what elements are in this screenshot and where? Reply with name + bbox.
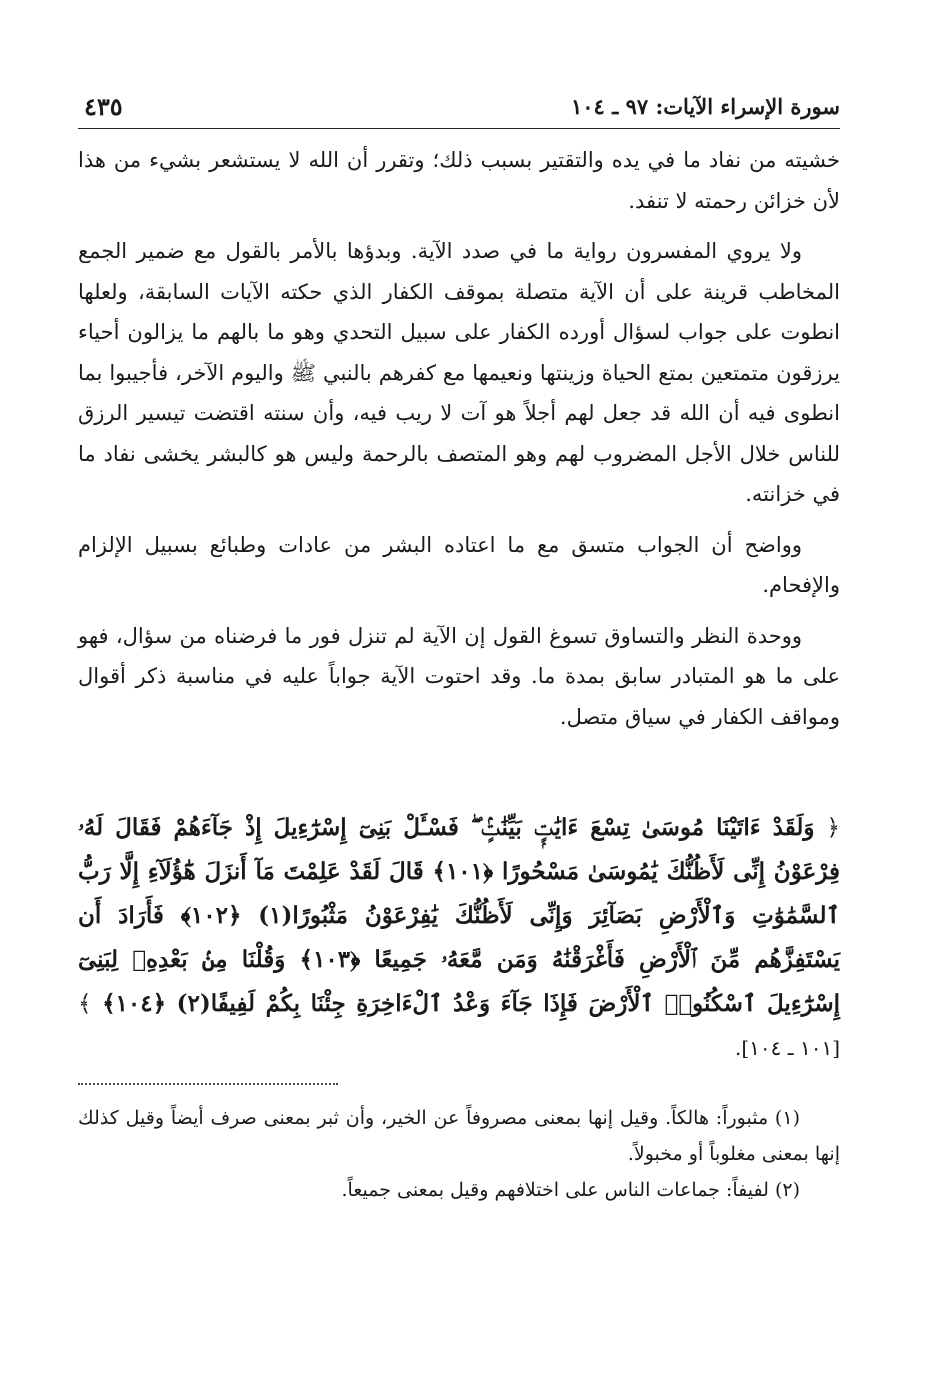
paragraph-continuation: خشيته من نفاد ما في يده والتقتير بسبب ذلك؛ وتقرر أن الله لا يستشعر بشيء من هذا لأن خزائن رحمته لا تنفد.	[78, 148, 840, 213]
running-title: سورة الإسراء الآيات: ٩٧ ـ ١٠٤	[571, 94, 840, 119]
page-header	[78, 88, 840, 129]
verse-reference: [١٠١ ـ ١٠٤].	[734, 1036, 840, 1060]
footnote-separator	[78, 1083, 338, 1085]
quran-close-bracket: ﴾	[78, 991, 92, 1017]
body-text	[78, 140, 840, 747]
footnote-1: (١) مثبوراً: هالكاً. وقيل إنها بمعنى مصروفاً عن الخير، وأن ثبر بمعنى صرف أيضاً وقيل كذلك إنها بمعنى مغلوباً أو مخبولاً.	[78, 1107, 840, 1165]
quran-verses: وَلَقَدْ ءَاتَيْنَا مُوسَىٰ تِسْعَ ءَايَٰتٍۭ بَيِّنَٰتٍۢ ۖ فَسْـَٔلْ بَنِىٓ إِسْرَٰٓءِيلَ إِذْ جَآءَهُمْ فَقَالَ لَهُۥ فِرْعَوْنُ إِنِّى لَأَظُنُّكَ يَٰمُوسَىٰ مَسْحُورًا ﴿١٠١﴾ قَالَ لَقَدْ عَلِمْتَ مَآ أَنزَلَ هَٰٓؤُلَآءِ إِلَّا رَبُّ ٱلسَّمَٰوَٰتِ وَٱلْأَرْضِ بَصَآئِرَ وَإِنِّى لَأَظُنُّكَ يَٰفِرْعَوْنُ مَثْبُورًا(١) ﴿١٠٢﴾ فَأَرَادَ أَن يَسْتَفِزَّهُم مِّنَ ٱلْأَرْضِ فَأَغْرَقْنَٰهُ وَمَن مَّعَهُۥ جَمِيعًا ﴿١٠٣﴾ وَقُلْنَا مِنۢ بَعْدِهِۦ لِبَنِىٓ إِسْرَٰٓءِيلَ ٱسْكُنُوا۟ ٱلْأَرْضَ فَإِذَا جَآءَ وَعْدُ ٱلْءَاخِرَةِ جِئْنَا بِكُمْ لَفِيفًا(٢) ﴿١٠٤﴾	[78, 814, 840, 1017]
paragraph-context: ولا يروي المفسرون رواية ما في صدد الآية. وبدؤها بالأمر بالقول مع ضمير الجمع المخاطب قرينة على أن الآية متصلة بموقف الكفار الذي حكته الآيات السابقة، ولعلها انطوت على جواب لسؤال أورده الكفار على سبيل التحدي وهو ما بالهم ما يزالون أحياء يرزقون متمتعين بمتع الحياة وزينتها ونعيمها مع كفرهم بالنبي ﷺ واليوم الآخر، فأجيبوا بما انطوى فيه أن الله قد جعل لهم أجلاً هو آت لا ريب فيه، وأن سنته اقتضت تيسير الرزق للناس خلال الأجل المضروب لهم وهو المتصف بالرحمة وليس هو كالبشر يخشى نفاد ما في خزانته.	[78, 239, 840, 506]
footnotes	[78, 1100, 840, 1208]
paragraph-unity: ووحدة النظر والتساوق تسوغ القول إن الآية لم تنزل فور ما فرضناه من سؤال، فهو على ما هو المتبادر سابق بمدة ما. وقد احتوت الآية جواباً عليه في مناسبة ذكر أقوال ومواقف الكفار في سياق متصل.	[78, 623, 840, 729]
page-number: ٤٣٥	[84, 92, 123, 121]
footnote-2: (٢) لفيفاً: جماعات الناس على اختلافهم وقيل بمعنى جميعاً.	[341, 1179, 800, 1201]
quran-passage	[78, 806, 840, 1070]
book-page	[78, 88, 840, 1348]
quran-open-bracket: ﴿	[826, 815, 840, 841]
paragraph-answer: وواضح أن الجواب متسق مع ما اعتاده البشر من عادات وطبائع بسبيل الإلزام والإفحام.	[78, 532, 840, 597]
